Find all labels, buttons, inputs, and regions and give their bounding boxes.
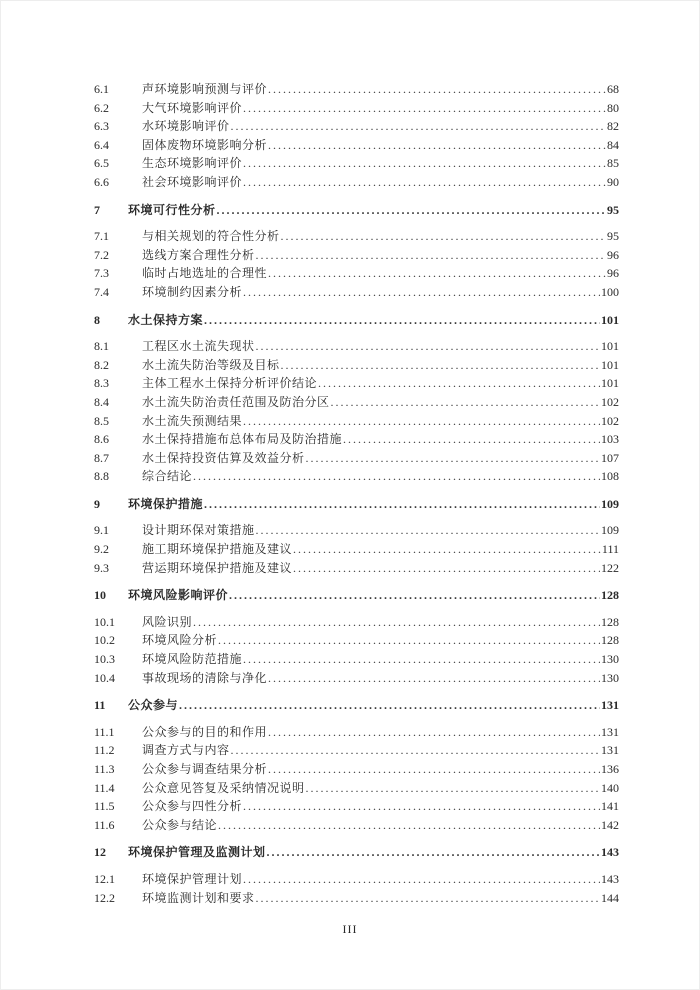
toc-entry-number: 6.5 [94,156,109,171]
toc-entry-page: 109 [601,496,619,511]
toc-entry-number: 8.2 [94,357,109,372]
toc-entry [94,797,619,816]
toc-entry-title: 施工期环境保护措施及建议 [142,542,293,557]
toc-entry-page: 84 [607,137,619,152]
toc-entry-title: 环境可行性分析 [128,202,216,217]
dot-leader [218,816,600,835]
toc-entry-title: 设计期环保对策措施 [142,523,255,538]
dot-leader [243,99,606,118]
toc-entry-title: 事故现场的清除与净化 [142,670,268,685]
toc-entry-number: 9.3 [94,560,109,575]
toc-entry-number: 8.7 [94,450,109,465]
toc-entry-title: 水土流失防治等级及目标 [142,357,280,372]
dot-leader [243,412,600,431]
toc-entry-title: 水土保持措施布总体布局及防治措施 [142,432,343,447]
toc-entry-title: 环境保护管理计划 [142,871,243,886]
toc-entry-number: 10.3 [94,652,115,667]
toc-entry-title: 生态环境影响评价 [142,156,243,171]
toc-entry-number: 11.5 [94,799,115,814]
toc-entry-page: 108 [601,469,619,484]
toc-entry-page: 80 [607,100,619,115]
toc-entry-number: 11.3 [94,762,115,776]
toc-entry-page: 144 [601,890,619,905]
dot-leader [204,495,600,514]
toc-entry-number: 10.1 [94,614,115,629]
dot-leader [256,246,606,265]
toc-entry-number: 7.2 [94,247,109,262]
toc-entry-number: 9.1 [94,523,109,538]
toc-entry [94,741,619,760]
dot-leader [281,356,600,375]
toc-entry-page: 128 [601,614,619,629]
dot-leader [268,136,606,155]
toc-entry-title: 环境保护措施 [128,496,204,511]
dot-leader [231,741,600,760]
toc-entry-page: 111 [601,542,619,557]
toc-entry-page: 128 [601,588,619,603]
toc-entry-page: 100 [601,284,619,299]
toc-entry [94,586,619,605]
toc-entry-number: 12.1 [94,871,115,886]
dot-leader [268,264,606,283]
toc-entry [94,117,619,136]
toc-entry-page: 68 [607,82,619,96]
toc-entry-title: 工程区水土流失现状 [142,339,255,354]
toc-entry-page: 96 [607,266,619,281]
toc-entry-title: 公众意见答复及采纳情况说明 [142,780,305,795]
toc-entry-title: 调查方式与内容 [142,743,230,758]
dot-leader [179,696,600,715]
toc-entry-title: 环境制约因素分析 [142,284,243,299]
toc-entry [94,337,619,356]
dot-leader [243,154,606,173]
toc-entry [94,613,619,632]
toc-entry-page: 142 [601,817,619,832]
toc-entry [94,540,619,559]
toc-entry [94,264,619,283]
toc-entry-page: 141 [601,799,619,814]
toc-entry-number: 11.4 [94,780,115,795]
dot-leader [268,669,600,688]
toc-entry-number: 11.2 [94,743,115,758]
toc-entry-page: 131 [601,724,619,739]
toc-entry [94,559,619,578]
toc-entry-number: 11.6 [94,817,115,832]
toc-entry-number: 9 [94,496,100,511]
toc-entry-page: 82 [607,119,619,134]
toc-entry-title: 水土保持方案 [128,312,204,327]
toc-entry [94,631,619,650]
dot-leader [343,430,600,449]
toc-entry [94,816,619,835]
toc-entry [94,136,619,155]
toc-entry-number: 7.3 [94,266,109,281]
toc-entry-page: 128 [601,633,619,648]
toc-entry [94,80,619,99]
toc-entry-page: 101 [601,312,619,327]
dot-leader [193,467,600,486]
dot-leader [268,723,600,742]
toc-entry-page: 122 [601,560,619,575]
toc-entry-number: 10.4 [94,670,115,685]
dot-leader [256,337,600,356]
toc-entry [94,760,619,779]
dot-leader [293,540,601,559]
dot-leader [243,797,600,816]
toc-entry [94,356,619,375]
dot-leader [256,521,600,540]
toc-entry-title: 环境风险防范措施 [142,652,243,667]
toc-entry [94,412,619,431]
dot-leader [268,80,606,99]
dot-leader [268,760,600,779]
toc-entry-title: 公众参与 [128,698,179,713]
toc-entry-number: 6.1 [94,82,109,96]
toc-entry-number: 6.2 [94,100,109,115]
toc-entry-number: 8.5 [94,413,109,428]
toc-entry-number: 11 [94,698,106,713]
toc-entry-page: 102 [601,394,619,409]
toc-entry [94,154,619,173]
dot-leader [267,843,600,862]
toc-entry [94,650,619,669]
toc-entry-page: 101 [601,339,619,354]
toc-entry-page: 136 [601,762,619,776]
toc-entry [94,889,619,908]
toc-entry-title: 主体工程水土保持分析评价结论 [142,376,318,391]
dot-leader [243,173,606,192]
toc-entry-title: 营运期环境保护措施及建议 [142,560,293,575]
toc-entry-page: 101 [601,357,619,372]
toc-entry-page: 107 [601,450,619,465]
page-number-footer: III [342,922,358,936]
toc-entry-number: 8.4 [94,394,109,409]
toc-entry [94,669,619,688]
toc-entry-title: 公众参与结论 [142,817,218,832]
toc-entry [94,521,619,540]
toc-entry-title: 公众参与调查结果分析 [142,762,268,776]
dot-leader [318,374,600,393]
toc-entry [94,374,619,393]
toc-entry-page: 131 [601,698,619,713]
toc-entry-title: 选线方案合理性分析 [142,247,255,262]
toc-entry-number: 6.4 [94,137,109,152]
toc-entry-page: 85 [607,156,619,171]
toc-entry-title: 声环境影响预测与评价 [142,82,268,96]
toc-entry-page: 95 [607,229,619,244]
toc-entry-title: 社会环境影响评价 [142,174,243,189]
toc-entry [94,393,619,412]
toc-entry-number: 8 [94,312,100,327]
dot-leader [293,559,600,578]
dot-leader [256,889,600,908]
toc-entry-number: 12.2 [94,890,115,905]
dot-leader [204,311,600,330]
dot-leader [243,870,600,889]
toc-entry-page: 130 [601,670,619,685]
toc-entry-title: 风险识别 [142,614,193,629]
toc-entry [94,870,619,889]
toc-entry [94,430,619,449]
dot-leader [231,117,606,136]
toc-entry [94,311,619,330]
toc-entry-page: 96 [607,247,619,262]
toc-entry-number: 7.4 [94,284,109,299]
dot-leader [306,779,600,798]
dot-leader [229,586,600,605]
dot-leader [281,227,606,246]
toc-entry-title: 固体废物环境影响分析 [142,137,268,152]
toc-entry-number: 7.1 [94,229,109,244]
toc-entry-page: 103 [601,432,619,447]
toc-entry-page: 131 [601,743,619,758]
toc-entry-page: 143 [601,871,619,886]
toc-entry [94,246,619,265]
table-of-contents [94,80,619,907]
toc-entry-number: 6.6 [94,174,109,189]
toc-entry-number: 10.2 [94,633,115,648]
toc-entry [94,779,619,798]
toc-entry-page: 109 [601,523,619,538]
toc-entry [94,201,619,220]
toc-entry-number: 8.1 [94,339,109,354]
toc-entry-title: 环境监测计划和要求 [142,890,255,905]
toc-entry-title: 环境风险影响评价 [128,588,229,603]
dot-leader [243,650,600,669]
toc-entry [94,843,619,862]
toc-entry-title: 水土保持投资估算及效益分析 [142,450,305,465]
toc-entry-number: 9.2 [94,542,109,557]
toc-entry-title: 综合结论 [142,469,193,484]
dot-leader [306,449,600,468]
toc-entry-page: 95 [607,202,619,217]
toc-entry-page: 130 [601,652,619,667]
toc-entry-page: 101 [601,376,619,391]
dot-leader [218,631,600,650]
toc-entry-title: 水土流失防治责任范围及防治分区 [142,394,330,409]
toc-entry-page: 102 [601,413,619,428]
toc-entry-title: 公众参与四性分析 [142,799,243,814]
toc-entry-title: 大气环境影响评价 [142,100,243,115]
toc-entry-number: 7 [94,202,100,217]
toc-entry [94,173,619,192]
toc-entry [94,467,619,486]
toc-entry-number: 10 [94,588,106,603]
toc-entry [94,99,619,118]
dot-leader [217,201,606,220]
toc-entry-title: 公众参与的目的和作用 [142,724,268,739]
toc-entry [94,495,619,514]
toc-entry-title: 水土流失预测结果 [142,413,243,428]
toc-entry [94,449,619,468]
toc-entry-title: 水环境影响评价 [142,119,230,134]
toc-entry-number: 11.1 [94,724,115,739]
dot-leader [243,283,600,302]
toc-entry-number: 8.3 [94,376,109,391]
toc-entry-number: 8.6 [94,432,109,447]
toc-entry-title: 与相关规划的符合性分析 [142,229,280,244]
toc-entry [94,283,619,302]
toc-entry [94,696,619,715]
toc-entry-title: 临时占地选址的合理性 [142,266,268,281]
toc-entry-number: 12 [94,845,106,860]
toc-entry [94,227,619,246]
toc-entry-number: 6.3 [94,119,109,134]
dot-leader [331,393,600,412]
toc-entry-page: 143 [601,845,619,860]
toc-entry-title: 环境风险分析 [142,633,218,648]
toc-entry-page: 140 [601,780,619,795]
toc-entry-title: 环境保护管理及监测计划 [128,845,266,860]
dot-leader [193,613,600,632]
toc-entry-number: 8.8 [94,469,109,484]
toc-entry [94,723,619,742]
toc-entry-page: 90 [607,174,619,189]
